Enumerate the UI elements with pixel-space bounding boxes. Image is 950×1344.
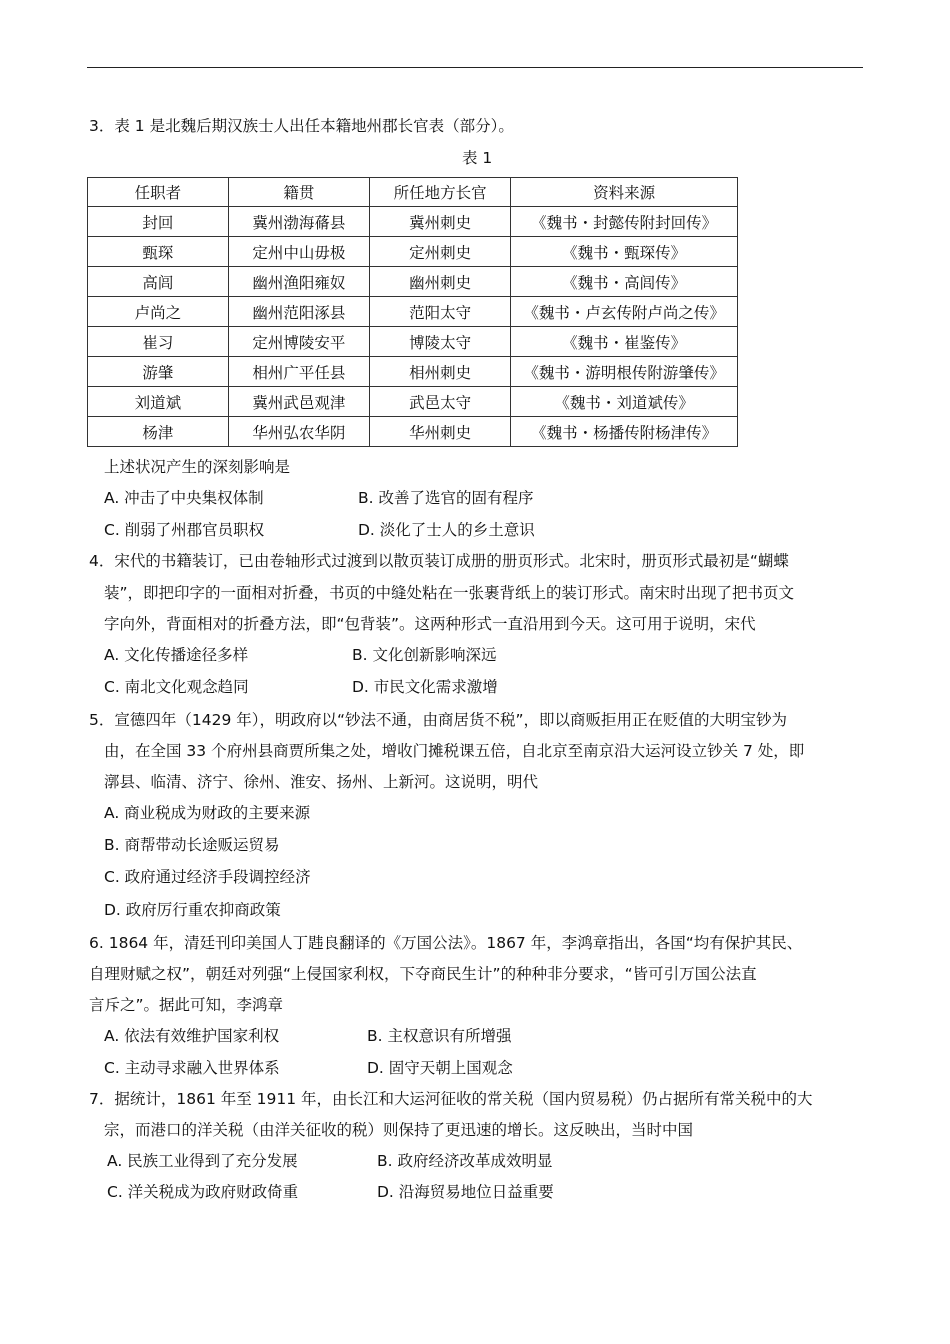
table-cell: 甄琛 [88, 237, 229, 267]
q5-option-a[interactable]: A. 商业税成为财政的主要来源 [104, 804, 311, 822]
table-cell: 冀州渤海蓨县 [228, 207, 369, 237]
q3-option-c[interactable]: C. 削弱了州郡官员职权 [104, 521, 265, 539]
q5-stem-line: 由，在全国 33 个府州县商贾所集之处，增收门摊税课五倍，自北京至南京沿大运河设立钞关 7 处，即 [104, 742, 805, 760]
table-cell: 《魏书・杨播传附杨津传》 [511, 417, 738, 447]
q4-stem-line: 字向外，背面相对的折叠方法，即“包背装”。这两种形式一直沿用到今天。这可用于说明，宋代 [104, 615, 756, 633]
table-cell: 《魏书・崔鉴传》 [511, 327, 738, 357]
table-row [88, 327, 738, 357]
q6-stem-line: 自理财赋之权”，朝廷对列强“上侵国家利权，下夺商民生计”的种种非分要求，“皆可引万国公法直 [89, 965, 757, 983]
table-cell: 华州刺史 [370, 417, 511, 447]
table-cell: 《魏书・高闾传》 [511, 267, 738, 297]
q7-stem-line: 7．据统计，1861 年至 1911 年，由长江和大运河征收的常关税（国内贸易税）仍占据所有常关税中的大 [89, 1090, 813, 1108]
table-cell: 崔习 [88, 327, 229, 357]
table-cell: 《魏书・卢玄传附卢尚之传》 [511, 297, 738, 327]
q3-option-b[interactable]: B. 改善了选官的固有程序 [358, 489, 534, 507]
q4-option-b[interactable]: B. 文化创新影响深远 [352, 646, 497, 664]
q4-stem-line: 4．宋代的书籍装订，已由卷轴形式过渡到以散页装订成册的册页形式。北宋时，册页形式最初是“蝴蝶 [89, 552, 789, 570]
table-row [88, 237, 738, 267]
q6-stem-line: 6. 1864 年，清廷刊印美国人丁韪良翻译的《万国公法》。1867 年，李鸿章指出，各国“均有保护其民、 [89, 934, 803, 952]
q6-option-c[interactable]: C. 主动寻求融入世界体系 [104, 1059, 280, 1077]
table-cell: 高闾 [88, 267, 229, 297]
table-cell: 幽州渔阳雍奴 [228, 267, 369, 297]
table-header-cell: 籍贯 [228, 178, 369, 207]
q6-option-a[interactable]: A. 依法有效维护国家利权 [104, 1027, 280, 1045]
table-row [88, 297, 738, 327]
table-cell: 定州刺史 [370, 237, 511, 267]
q6-stem-line: 言斥之”。据此可知，李鸿章 [89, 996, 284, 1014]
q7-option-b[interactable]: B. 政府经济改革成效明显 [377, 1152, 553, 1170]
table-cell: 定州中山毋极 [228, 237, 369, 267]
table-cell: 杨津 [88, 417, 229, 447]
table-cell: 幽州刺史 [370, 267, 511, 297]
table-header-cell: 任职者 [88, 178, 229, 207]
q6-option-b[interactable]: B. 主权意识有所增强 [367, 1027, 512, 1045]
table-header-cell: 所任地方长官 [370, 178, 511, 207]
q3-option-d[interactable]: D. 淡化了士人的乡土意识 [358, 521, 535, 539]
table-cell: 范阳太守 [370, 297, 511, 327]
table-row [88, 207, 738, 237]
q5-option-b[interactable]: B. 商帮带动长途贩运贸易 [104, 836, 280, 854]
q5-option-d[interactable]: D. 政府厉行重农抑商政策 [104, 901, 281, 919]
header-rule [87, 67, 863, 68]
q5-stem-line: 5．宣德四年（1429 年），明政府以“钞法不通，由商居货不税”，即以商贩拒用正在贬值的大明宝钞为 [89, 711, 788, 729]
table-header-cell: 资料来源 [511, 178, 738, 207]
q4-option-a[interactable]: A. 文化传播途径多样 [104, 646, 249, 664]
table-cell: 刘道斌 [88, 387, 229, 417]
q5-option-c[interactable]: C. 政府通过经济手段调控经济 [104, 868, 311, 886]
table-cell: 《魏书・甄琛传》 [511, 237, 738, 267]
table-cell: 幽州范阳涿县 [228, 297, 369, 327]
table-cell: 封回 [88, 207, 229, 237]
officials-table [87, 177, 738, 447]
table-cell: 相州刺史 [370, 357, 511, 387]
table-row [88, 357, 738, 387]
q7-stem-line: 宗，而港口的洋关税（由洋关征收的税）则保持了更迅速的增长。这反映出，当时中国 [104, 1121, 694, 1139]
q3-stem: 3．表 1 是北魏后期汉族士人出任本籍地州郡长官表（部分）。 [89, 117, 514, 135]
table-header-row [88, 178, 738, 207]
table-cell: 相州广平任县 [228, 357, 369, 387]
q5-stem-line: 漷县、临清、济宁、徐州、淮安、扬州、上新河。这说明，明代 [104, 773, 539, 791]
table-cell: 《魏书・封懿传附封回传》 [511, 207, 738, 237]
q7-option-d[interactable]: D. 沿海贸易地位日益重要 [377, 1183, 554, 1201]
table-cell: 卢尚之 [88, 297, 229, 327]
q4-stem-line: 装”，即把印字的一面相对折叠，书页的中缝处粘在一张裹背纸上的装订形式。南宋时出现了把书页文 [104, 584, 795, 602]
q3-option-a[interactable]: A. 冲击了中央集权体制 [104, 489, 264, 507]
q7-option-c[interactable]: C. 洋关税成为政府财政倚重 [107, 1183, 299, 1201]
table-cell: 《魏书・游明根传附游肇传》 [511, 357, 738, 387]
table-cell: 冀州刺史 [370, 207, 511, 237]
table-row [88, 387, 738, 417]
q7-option-a[interactable]: A. 民族工业得到了充分发展 [107, 1152, 298, 1170]
table-cell: 《魏书・刘道斌传》 [511, 387, 738, 417]
table-cell: 游肇 [88, 357, 229, 387]
table-row [88, 267, 738, 297]
q4-option-d[interactable]: D. 市民文化需求激增 [352, 678, 498, 696]
table-cell: 博陵太守 [370, 327, 511, 357]
q3-question: 上述状况产生的深刻影响是 [104, 458, 291, 476]
q6-option-d[interactable]: D. 固守天朝上国观念 [367, 1059, 513, 1077]
table-cell: 武邑太守 [370, 387, 511, 417]
q4-option-c[interactable]: C. 南北文化观念趋同 [104, 678, 249, 696]
table-row [88, 417, 738, 447]
table-cell: 冀州武邑观津 [228, 387, 369, 417]
table-title: 表 1 [462, 149, 493, 167]
table-cell: 定州博陵安平 [228, 327, 369, 357]
table-cell: 华州弘农华阴 [228, 417, 369, 447]
